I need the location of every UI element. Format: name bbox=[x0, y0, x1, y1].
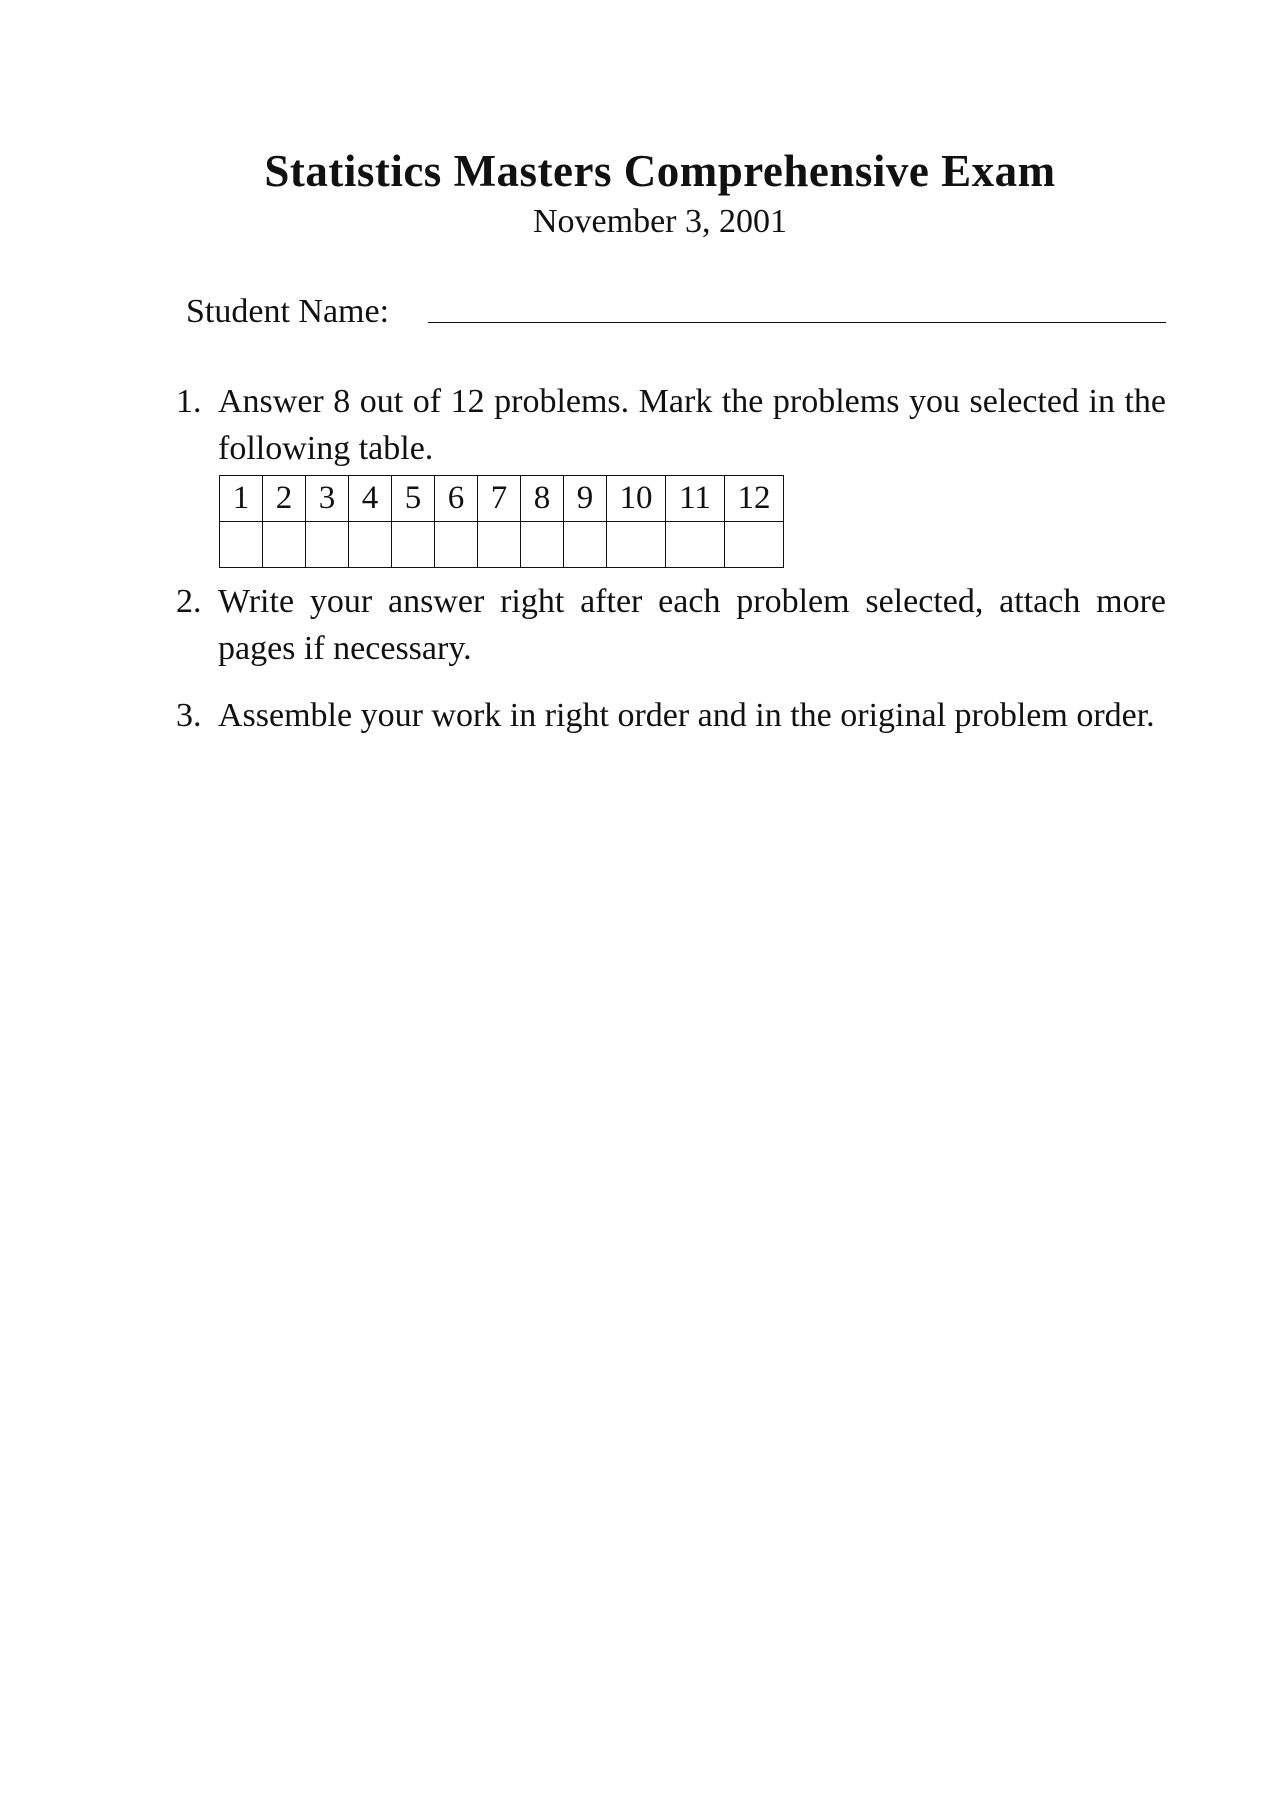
instruction-item bbox=[176, 378, 1166, 568]
exam-title: Statistics Masters Comprehensive Exam bbox=[264, 146, 1056, 196]
student-name-row bbox=[186, 292, 1166, 336]
problem-selection-cell[interactable] bbox=[564, 522, 607, 568]
instruction-number: 1. bbox=[176, 383, 202, 420]
instruction-text: Write your answer right after each problem selected, attach more pages if necessary. bbox=[218, 583, 1166, 667]
problem-selection-cell[interactable] bbox=[392, 522, 435, 568]
instruction-item bbox=[176, 578, 1166, 672]
problem-selection-cell[interactable] bbox=[607, 522, 666, 568]
exam-date: November 3, 2001 bbox=[532, 203, 787, 240]
instruction-item bbox=[176, 692, 1166, 739]
problem-selection-cell[interactable] bbox=[220, 522, 263, 568]
problem-selection-cell[interactable] bbox=[725, 522, 784, 568]
problem-number-cell: 10 bbox=[607, 476, 666, 522]
problem-selection-cell[interactable] bbox=[435, 522, 478, 568]
instruction-number: 3. bbox=[176, 697, 202, 734]
problem-number-cell: 12 bbox=[725, 476, 784, 522]
problem-number-cell: 2 bbox=[263, 476, 306, 522]
problem-number-row bbox=[220, 476, 784, 522]
problem-selection-cell[interactable] bbox=[306, 522, 349, 568]
instruction-text: Assemble your work in right order and in the original problem order. bbox=[218, 697, 1155, 734]
problem-selection-cell[interactable] bbox=[478, 522, 521, 568]
problem-number-cell: 6 bbox=[435, 476, 478, 522]
problem-selection-cell[interactable] bbox=[521, 522, 564, 568]
problem-selection-row bbox=[220, 522, 784, 568]
problem-selection-cell[interactable] bbox=[666, 522, 725, 568]
instruction-text: Answer 8 out of 12 problems. Mark the problems you selected in the following table. bbox=[218, 383, 1166, 467]
instruction-list bbox=[176, 378, 1166, 739]
instruction-number: 2. bbox=[176, 583, 202, 620]
problem-selection-cell[interactable] bbox=[263, 522, 306, 568]
problem-number-cell: 1 bbox=[220, 476, 263, 522]
problem-number-cell: 8 bbox=[521, 476, 564, 522]
problem-number-cell: 7 bbox=[478, 476, 521, 522]
problem-number-cell: 4 bbox=[349, 476, 392, 522]
problem-number-cell: 11 bbox=[666, 476, 725, 522]
problem-selection-table bbox=[219, 475, 784, 568]
problem-number-cell: 3 bbox=[306, 476, 349, 522]
problem-number-cell: 9 bbox=[564, 476, 607, 522]
problem-number-cell: 5 bbox=[392, 476, 435, 522]
problem-selection-cell[interactable] bbox=[349, 522, 392, 568]
student-name-label: Student Name: bbox=[186, 293, 390, 330]
student-name-field[interactable] bbox=[428, 322, 1166, 323]
